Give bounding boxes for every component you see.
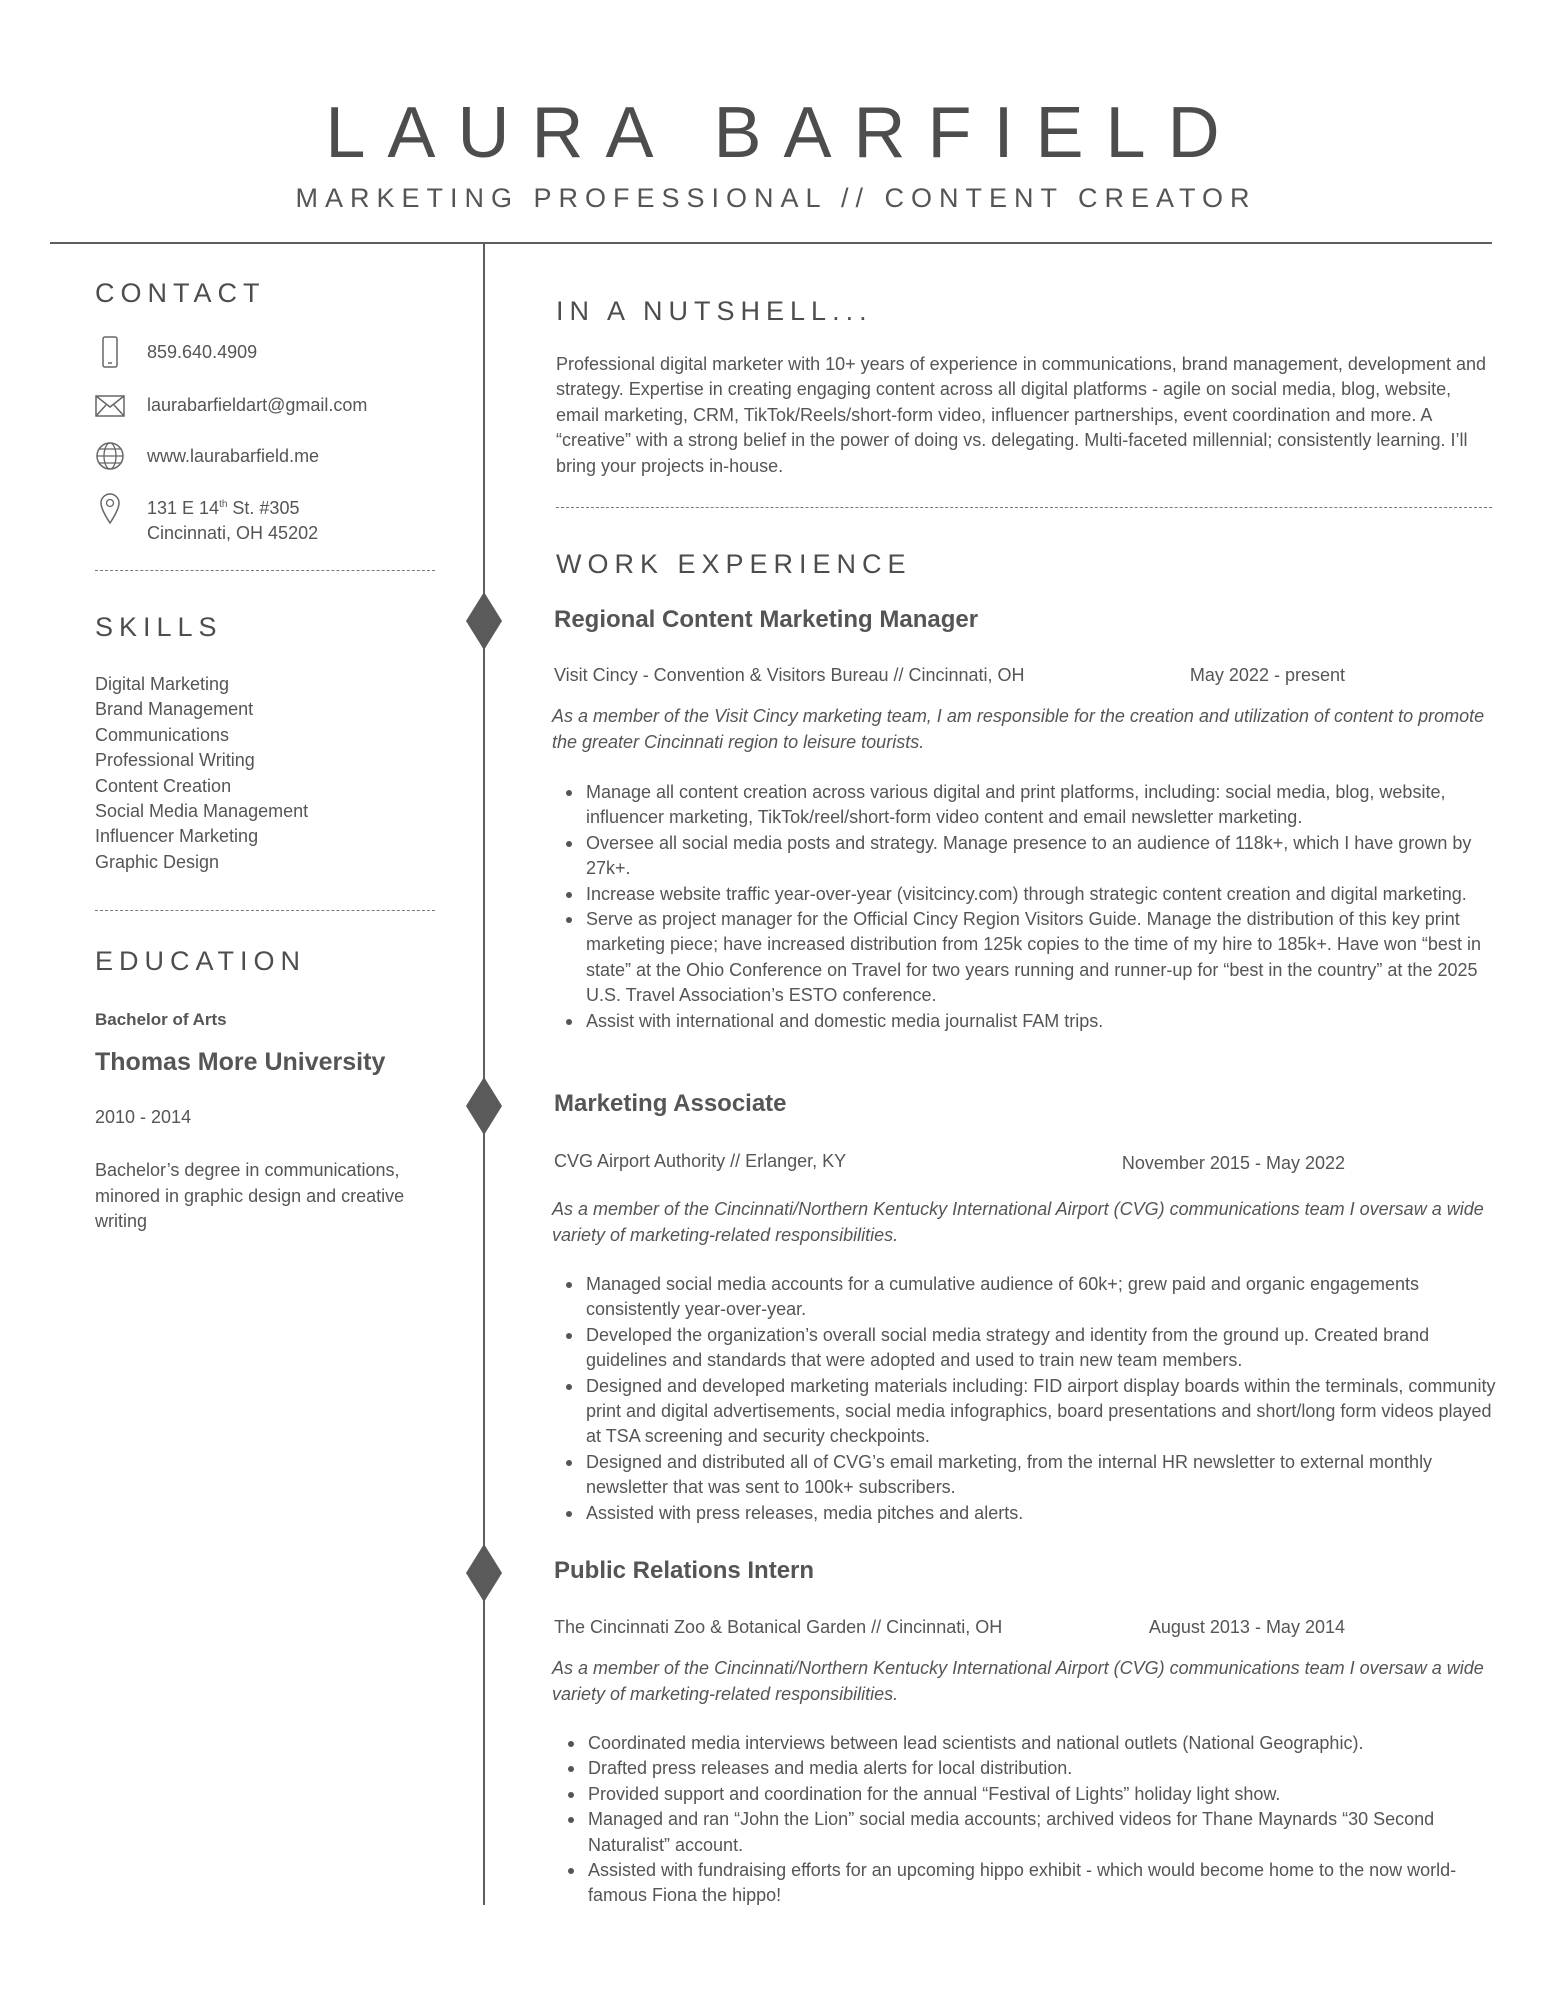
job-bullet: Provided support and coordination for the annual “Festival of Lights” holiday light show. — [588, 1782, 1500, 1807]
resume-name: LAURA BARFIELD — [325, 93, 1242, 173]
contact-address — [95, 492, 318, 546]
work-heading: WORK EXPERIENCE — [556, 549, 912, 579]
job-description: As a member of the Cincinnati/Northern Kentucky International Airport (CVG) communications team I oversaw a wide variety of marketing-related responsibilities. — [552, 1199, 1484, 1245]
skills-divider — [95, 910, 435, 911]
timeline-diamond-icon — [466, 1077, 502, 1135]
job-title: Regional Content Marketing Manager — [554, 606, 979, 633]
job-bullets — [586, 780, 1498, 1034]
timeline-diamond-icon — [466, 592, 502, 650]
skill-item: Communications — [95, 724, 230, 745]
email-link[interactable]: laurabarfieldart@gmail.com — [147, 395, 368, 415]
job-bullet: Managed and ran “John the Lion” social media accounts; archived videos for Thane Maynards “30 Second Naturalist” account. — [588, 1807, 1500, 1858]
phone-number[interactable]: 859.640.4909 — [147, 342, 258, 362]
summary-divider — [556, 507, 1492, 508]
job-bullet: Coordinated media interviews between lead scientists and national outlets (National Geographic). — [588, 1731, 1500, 1756]
job-dates: November 2015 - May 2022 — [1121, 1153, 1345, 1173]
education-heading: EDUCATION — [95, 946, 307, 976]
skills-heading: SKILLS — [95, 612, 223, 642]
education-description: Bachelor’s degree in communications, minored in graphic design and creative writing — [95, 1160, 405, 1231]
job-title: Marketing Associate — [554, 1090, 787, 1117]
job-bullet: Assist with international and domestic media journalist FAM trips. — [586, 1009, 1498, 1034]
summary-text: Professional digital marketer with 10+ years of experience in communications, brand management, development and strategy. Expertise in creating engaging content across all digital platforms - agile on social media, blog, website, email marketing, CRM, TikTok/Reels/short-form video, influencer partnerships, event coordination and more. A “creative” with a strong belief in the power of doing vs. delegating. Multi-faceted millennial; consistently learning. I’ll bring your projects in-house. — [556, 354, 1487, 476]
timeline-diamond-icon — [466, 1544, 502, 1602]
skill-item: Brand Management — [95, 699, 254, 720]
address-text: 131 E 14th St. #305 Cincinnati, OH 45202 — [147, 498, 319, 543]
globe-icon — [95, 440, 125, 472]
job-bullet: Assisted with press releases, media pitches and alerts. — [586, 1501, 1498, 1526]
job-organization: Visit Cincy - Convention & Visitors Bureau // Cincinnati, OH — [554, 665, 1025, 685]
skill-item: Influencer Marketing — [95, 826, 259, 847]
job-organization: CVG Airport Authority // Erlanger, KY — [554, 1151, 847, 1171]
job-bullets — [586, 1272, 1498, 1526]
job-description: As a member of the Visit Cincy marketing team, I am responsible for the creation and utilization of content to promote the greater Cincinnati region to leisure tourists. — [552, 706, 1485, 752]
contact-divider — [95, 570, 435, 571]
job-bullet: Designed and developed marketing materials including: FID airport display boards within the terminals, community print and digital advertisements, social media infographics, board presentations and short/long form videos played at TSA screening and security checkpoints. — [586, 1374, 1498, 1450]
job-bullet: Increase website traffic year-over-year (visitcincy.com) through strategic content creation and digital marketing. — [586, 882, 1498, 907]
skill-item: Professional Writing — [95, 750, 255, 771]
job-description: As a member of the Cincinnati/Northern Kentucky International Airport (CVG) communications team I oversaw a wide variety of marketing-related responsibilities. — [552, 1658, 1484, 1704]
job-bullet: Developed the organization’s overall social media strategy and identity from the ground up. Created brand guidelines and standards that were adopted and used to train new team members. — [586, 1323, 1498, 1374]
mail-icon — [95, 390, 125, 422]
job-bullets — [588, 1731, 1500, 1909]
website-link[interactable]: www.laurabarfield.me — [147, 446, 320, 466]
job-bullet: Managed social media accounts for a cumulative audience of 60k+; grew paid and organic engagements consistently year-over-year. — [586, 1272, 1498, 1323]
contact-website — [95, 440, 319, 472]
education-degree: Bachelor of Arts — [95, 1010, 227, 1029]
job-bullet: Serve as project manager for the Official Cincy Region Visitors Guide. Manage the distribution of this key print marketing piece; have increased distribution from 125k copies to the time of my hire to 185k+. Have won “best in state” at the Ohio Conference on Travel for two years running and runner-up for “best in the country” at the 2025 U.S. Travel Association’s ESTO conference. — [586, 907, 1498, 1009]
job-title: Public Relations Intern — [554, 1557, 815, 1584]
job-bullet: Oversee all social media posts and strategy. Manage presence to an audience of 118k+, which I have grown by 27k+. — [586, 831, 1498, 882]
contact-heading: CONTACT — [95, 278, 266, 308]
location-pin-icon — [95, 492, 125, 524]
education-years: 2010 - 2014 — [95, 1107, 192, 1127]
summary-heading: IN A NUTSHELL... — [556, 296, 873, 326]
job-bullet: Manage all content creation across various digital and print platforms, including: social media, blog, website, influencer marketing, TikTok/reel/short-form video content and email newsletter marketing. — [586, 780, 1498, 831]
phone-icon — [95, 336, 125, 368]
skill-item: Social Media Management — [95, 801, 309, 822]
job-dates: May 2022 - present — [1189, 665, 1345, 685]
skill-item: Digital Marketing — [95, 674, 230, 694]
job-bullet: Assisted with fundraising efforts for an upcoming hippo exhibit - which would become home to the now world-famous Fiona the hippo! — [588, 1858, 1500, 1909]
resume-subtitle: MARKETING PROFESSIONAL // CONTENT CREATOR — [295, 183, 1257, 213]
education-school: Thomas More University — [95, 1048, 386, 1076]
contact-phone — [95, 336, 257, 368]
header-divider — [50, 242, 1492, 244]
job-bullet: Drafted press releases and media alerts for local distribution. — [588, 1756, 1500, 1781]
skill-item: Graphic Design — [95, 851, 220, 872]
skills-list — [95, 672, 308, 875]
job-organization: The Cincinnati Zoo & Botanical Garden // Cincinnati, OH — [554, 1617, 1003, 1637]
contact-email — [95, 390, 367, 422]
job-dates: August 2013 - May 2014 — [1148, 1617, 1345, 1637]
job-bullet: Designed and distributed all of CVG’s email marketing, from the internal HR newsletter to external monthly newsletter that was sent to 100k+ subscribers. — [586, 1450, 1498, 1501]
skill-item: Content Creation — [95, 775, 232, 796]
timeline-line — [483, 243, 485, 1905]
